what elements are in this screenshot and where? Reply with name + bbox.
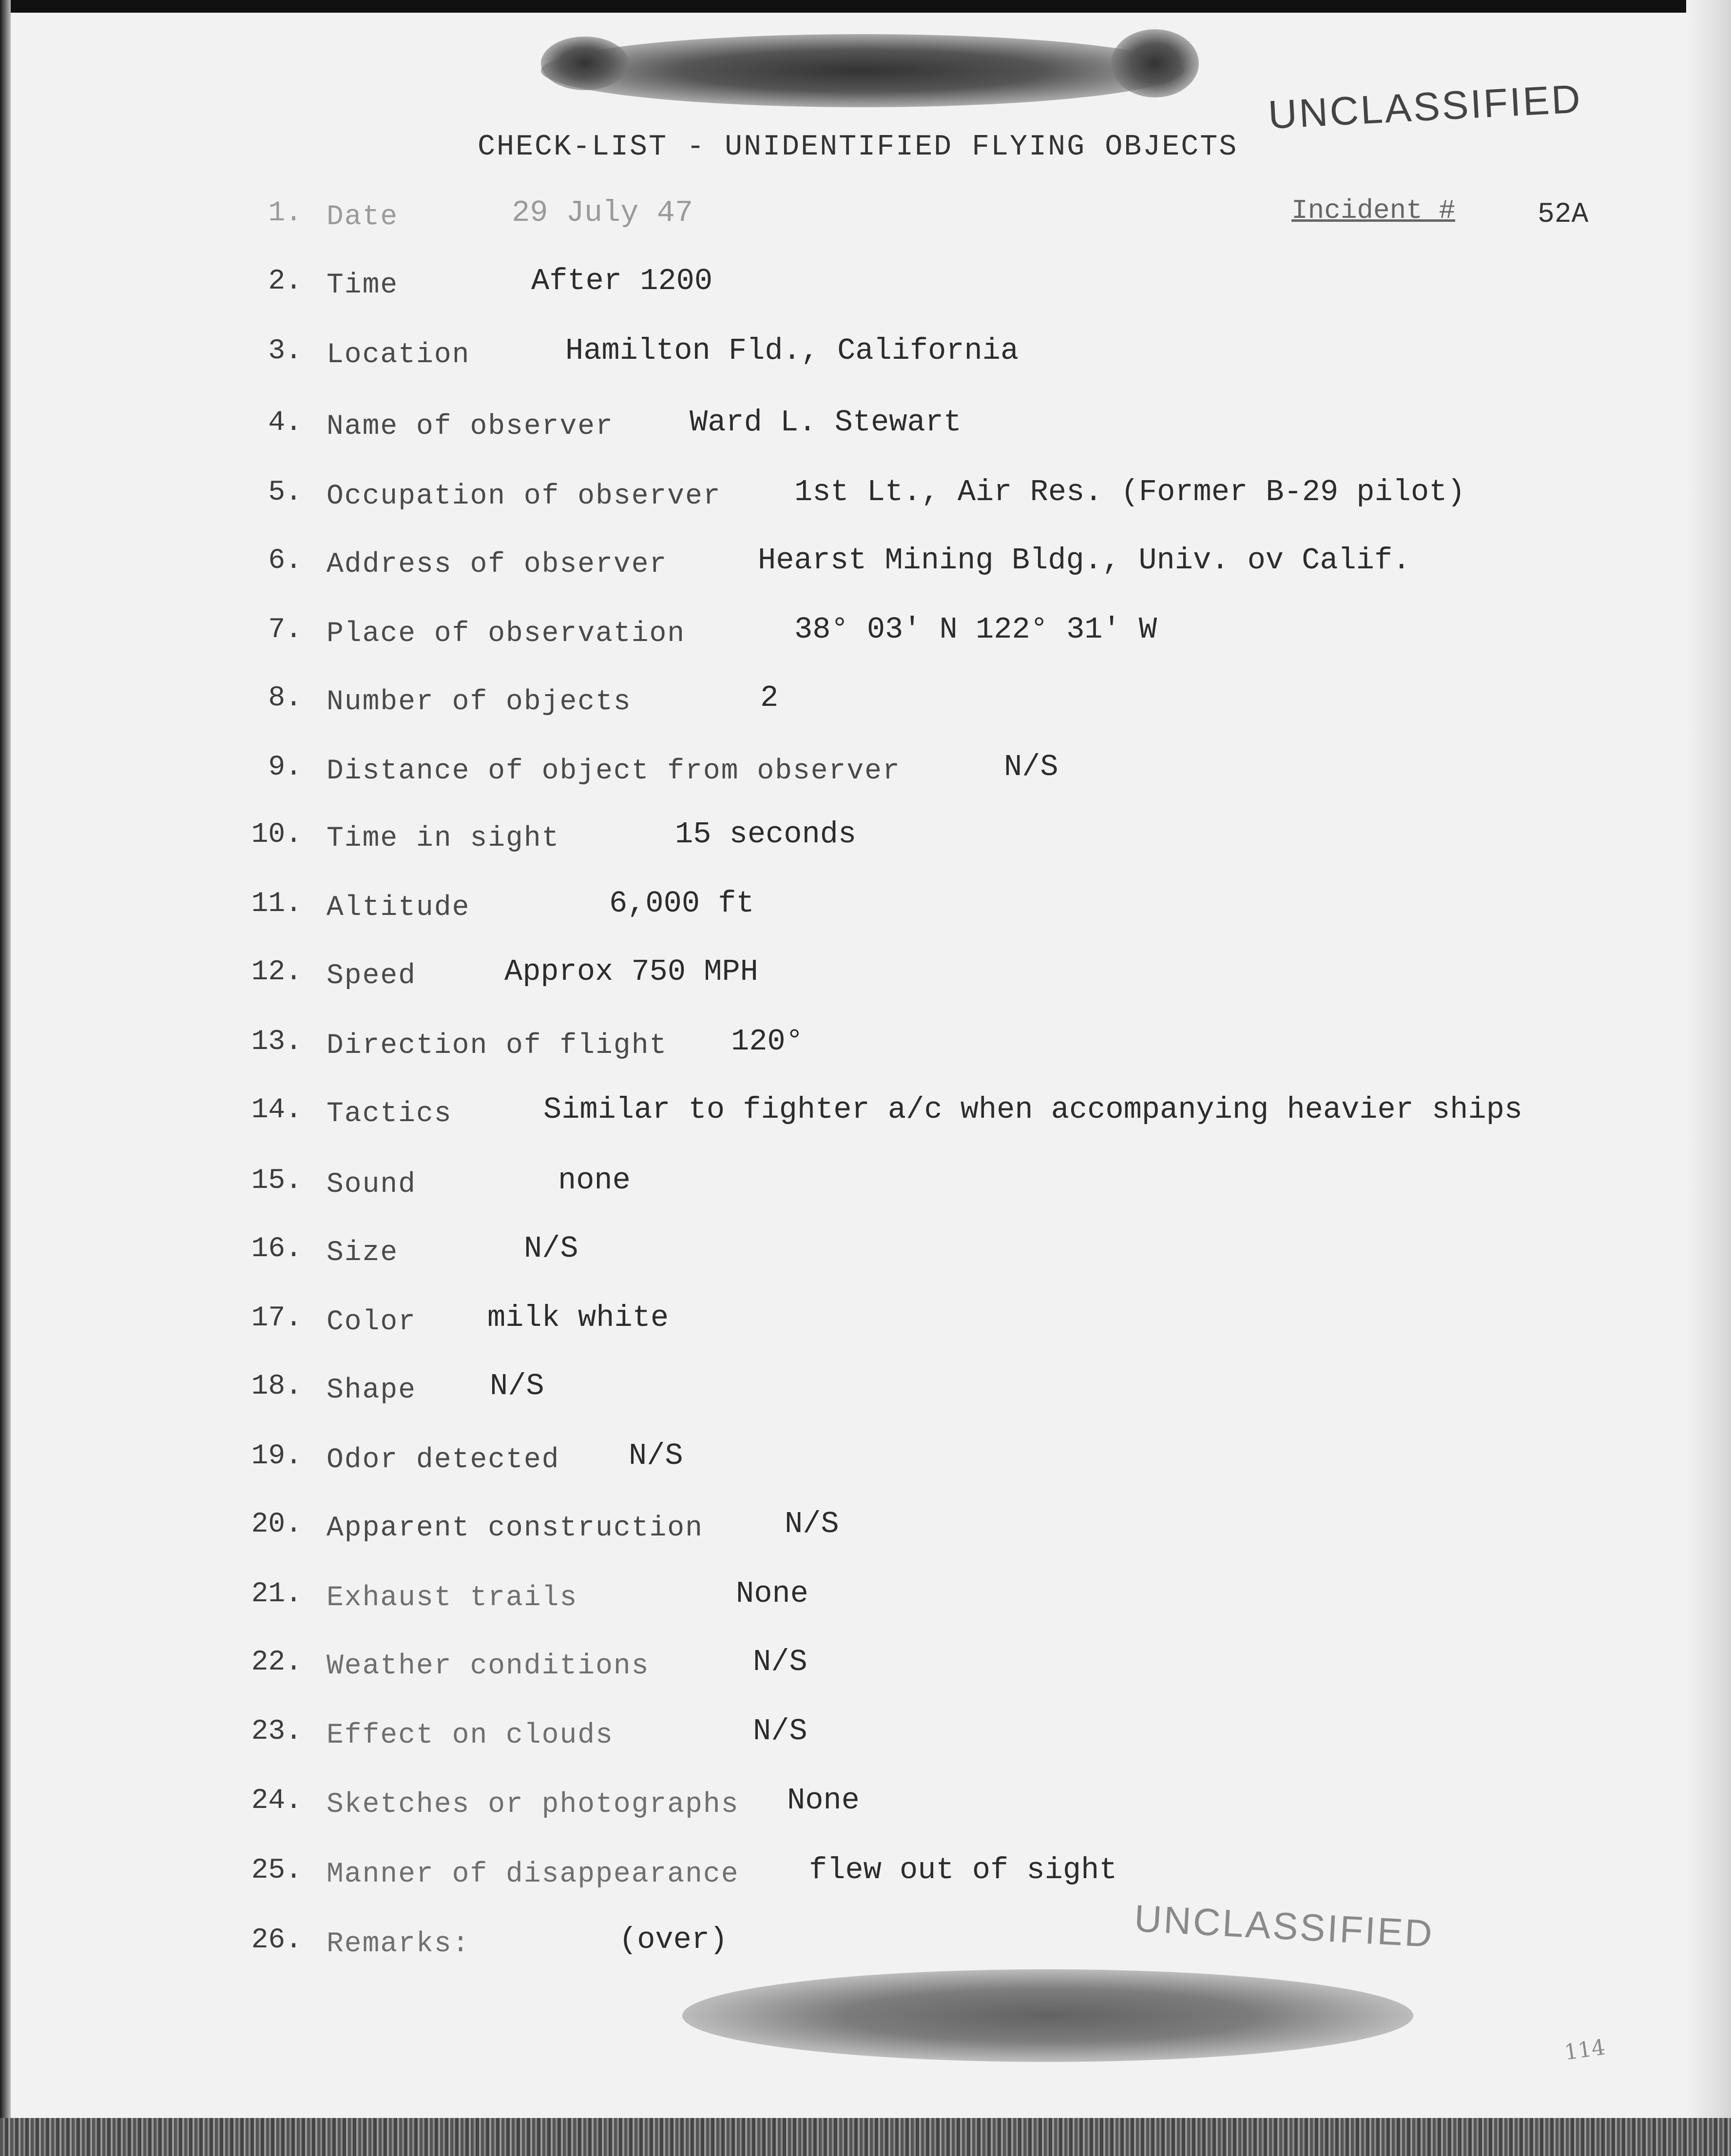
item-number: 14.	[251, 1094, 302, 1126]
item-value: Hearst Mining Bldg., Univ. ov Calif.	[758, 543, 1411, 578]
redaction-smudge-bottom	[682, 1969, 1413, 2062]
item-label: Address of observer	[327, 549, 668, 581]
item-number: 3.	[268, 335, 302, 367]
item-value: None	[787, 1783, 860, 1818]
item-label: Direction of flight	[327, 1030, 668, 1062]
item-number: 1.	[268, 197, 302, 229]
item-label: Manner of disappearance	[327, 1859, 739, 1890]
item-number: 24.	[251, 1785, 302, 1817]
item-value: 15 seconds	[675, 817, 857, 852]
redaction-smudge-top-right	[1111, 29, 1199, 97]
scan-left-border	[0, 0, 11, 2156]
scan-right-shadow	[1686, 0, 1731, 2156]
scan-top-border	[0, 0, 1731, 13]
item-label: Odor detected	[327, 1444, 560, 1476]
item-label: Location	[327, 339, 470, 371]
item-label: Apparent construction	[327, 1513, 703, 1544]
item-number: 23.	[251, 1716, 302, 1748]
item-value: 120°	[731, 1024, 804, 1059]
item-number: 21.	[251, 1578, 302, 1610]
item-number: 20.	[251, 1509, 302, 1540]
redaction-smudge-top-left	[541, 37, 629, 90]
item-label: Size	[327, 1237, 399, 1269]
item-value: 29 July 47	[512, 195, 693, 230]
item-label: Shape	[327, 1375, 417, 1406]
item-value: N/S	[490, 1369, 544, 1403]
classification-stamp-top: UNCLASSIFIED	[1267, 77, 1583, 137]
item-number: 18.	[251, 1371, 302, 1402]
item-number: 2.	[268, 266, 302, 297]
item-number: 7.	[268, 614, 302, 646]
item-value: N/S	[629, 1438, 683, 1473]
item-number: 5.	[268, 477, 302, 508]
scan-bottom-border	[0, 2118, 1731, 2156]
item-label: Time in sight	[327, 823, 560, 855]
item-label: Time	[327, 270, 399, 301]
incident-number: 52A	[1538, 199, 1589, 231]
item-value: Hamilton Fld., California	[565, 333, 1019, 368]
page-title: CHECK-LIST - UNIDENTIFIED FLYING OBJECTS	[478, 131, 1238, 164]
item-value: (over)	[619, 1923, 728, 1957]
item-value: 6,000 ft	[609, 886, 754, 921]
item-label: Altitude	[327, 892, 470, 924]
item-number: 16.	[251, 1233, 302, 1265]
item-value: 2	[760, 680, 779, 715]
item-number: 9.	[268, 752, 302, 783]
item-value: N/S	[785, 1507, 839, 1541]
item-label: Sound	[327, 1169, 417, 1201]
item-number: 25.	[251, 1855, 302, 1886]
item-number: 10.	[251, 819, 302, 851]
item-label: Remarks:	[327, 1928, 470, 1960]
item-label: Date	[327, 201, 399, 233]
item-label: Distance of object from observer	[327, 756, 901, 787]
item-label: Sketches or photographs	[327, 1789, 739, 1821]
redaction-smudge-top	[541, 34, 1184, 107]
item-number: 13.	[251, 1026, 302, 1058]
item-number: 12.	[251, 956, 302, 988]
item-value: milk white	[487, 1301, 669, 1335]
item-number: 11.	[251, 888, 302, 920]
item-label: Place of observation	[327, 618, 686, 650]
item-label: Tactics	[327, 1098, 452, 1130]
item-label: Effect on clouds	[327, 1720, 614, 1751]
item-label: Speed	[327, 960, 417, 992]
item-label: Name of observer	[327, 411, 614, 443]
item-number: 8.	[268, 682, 302, 714]
item-number: 26.	[251, 1924, 302, 1956]
item-value: N/S	[1004, 750, 1058, 784]
item-value: None	[736, 1576, 808, 1611]
item-number: 15.	[251, 1165, 302, 1197]
item-label: Weather conditions	[327, 1651, 650, 1682]
item-number: 6.	[268, 545, 302, 577]
item-value: Similar to fighter a/c when accompanying heavier ships	[543, 1092, 1523, 1127]
item-number: 4.	[268, 407, 302, 439]
item-value: 1st Lt., Air Res. (Former B-29 pilot)	[794, 475, 1465, 509]
item-value: N/S	[753, 1645, 808, 1679]
item-value: N/S	[524, 1231, 578, 1266]
item-value: N/S	[753, 1714, 808, 1748]
item-label: Color	[327, 1306, 417, 1338]
item-value: Approx 750 MPH	[504, 954, 758, 989]
item-label: Number of objects	[327, 686, 632, 718]
item-value: After 1200	[531, 264, 713, 298]
item-value: Ward L. Stewart	[690, 405, 962, 440]
item-value: flew out of sight	[809, 1853, 1117, 1887]
item-number: 17.	[251, 1302, 302, 1334]
item-number: 22.	[251, 1647, 302, 1678]
incident-label: Incident #	[1291, 195, 1456, 226]
item-value: none	[558, 1163, 631, 1198]
item-label: Exhaust trails	[327, 1582, 578, 1614]
item-number: 19.	[251, 1440, 302, 1472]
item-value: 38° 03' N 122° 31' W	[794, 612, 1157, 647]
item-label: Occupation of observer	[327, 481, 721, 512]
handwritten-note: 114	[1562, 2035, 1607, 2065]
classification-stamp-bottom: UNCLASSIFIED	[1133, 1896, 1435, 1956]
